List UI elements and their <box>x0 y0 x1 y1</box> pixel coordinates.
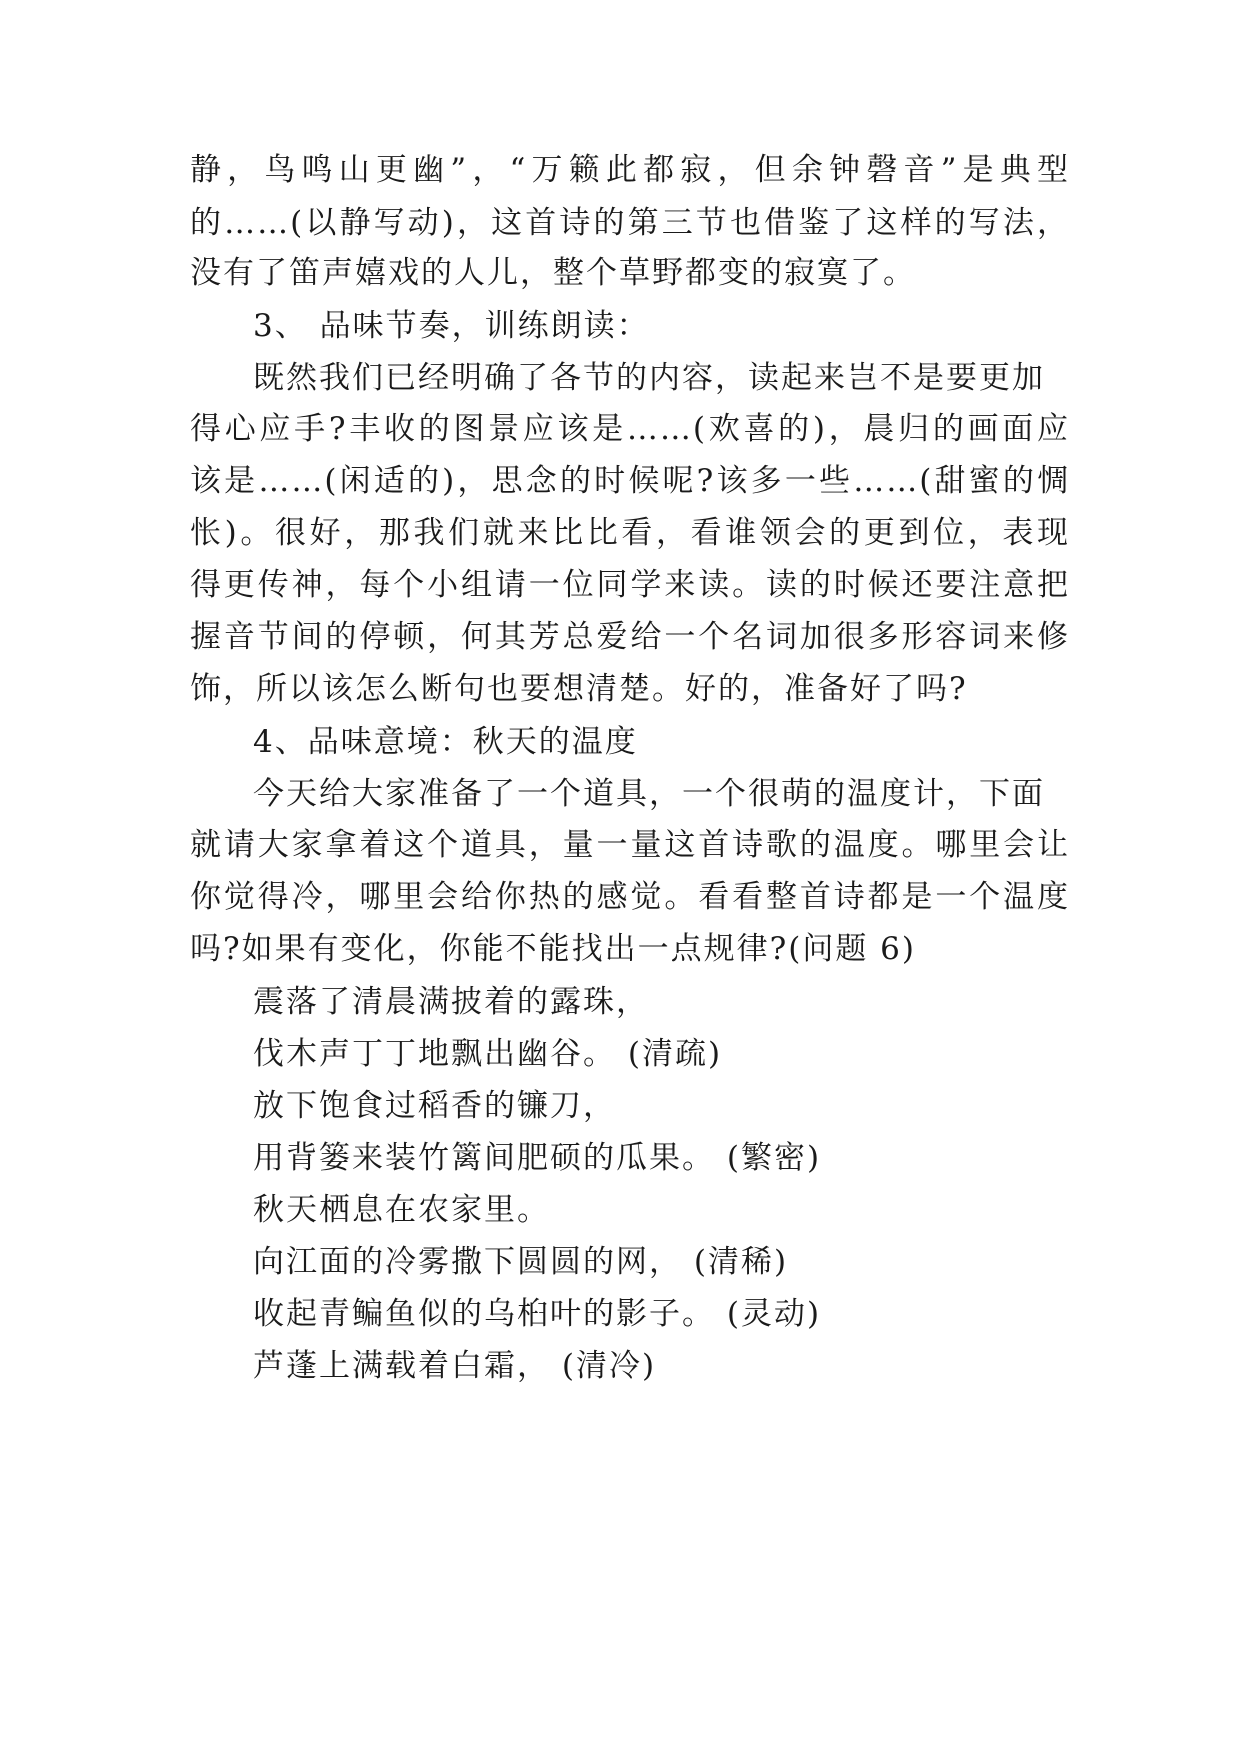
paragraph-line: 握音节间的停顿，何其芳总爱给一个名词加很多形容词来修 <box>190 619 1070 655</box>
paragraph-line: 静，鸟鸣山更幽”，“万籁此都寂，但余钟磬音”是典型 <box>190 152 1070 188</box>
section-heading: 4、品味意境：秋天的温度 <box>253 724 638 760</box>
section-heading: 3、 品味节奏，训练朗读： <box>253 308 650 344</box>
poem-line: 震落了清晨满披着的露珠， <box>253 984 649 1020</box>
poem-line: 收起青鳊鱼似的乌桕叶的影子。 (灵动) <box>253 1296 822 1332</box>
poem-line: 用背篓来装竹篱间肥硕的瓜果。 (繁密) <box>253 1140 822 1176</box>
poem-line: 向江面的冷雾撒下圆圆的网， (清稀) <box>253 1244 789 1280</box>
poem-line: 秋天栖息在农家里。 <box>253 1192 550 1228</box>
paragraph-line: 没有了笛声嬉戏的人儿，整个草野都变的寂寞了。 <box>190 255 916 291</box>
poem-line: 伐木声丁丁地飘出幽谷。 (清疏) <box>253 1036 723 1072</box>
paragraph-line: 得心应手?丰收的图景应该是……(欢喜的)，晨归的画面应 <box>190 411 1070 447</box>
paragraph-line: 得更传神，每个小组请一位同学来读。读的时候还要注意把 <box>190 567 1070 603</box>
paragraph-line: 吗?如果有变化，你能不能找出一点规律?(问题 6) <box>190 931 917 967</box>
paragraph-line: 你觉得冷，哪里会给你热的感觉。看看整首诗都是一个温度 <box>190 879 1070 915</box>
paragraph-line: 就请大家拿着这个道具，量一量这首诗歌的温度。哪里会让 <box>190 827 1070 863</box>
paragraph-line: 今天给大家准备了一个道具，一个很萌的温度计，下面 <box>253 776 1045 812</box>
paragraph-line: 既然我们已经明确了各节的内容，读起来岂不是要更加 <box>253 360 1045 396</box>
poem-line: 芦蓬上满载着白霜， (清冷) <box>253 1348 657 1384</box>
paragraph-line: 该是……(闲适的)，思念的时候呢?该多一些……(甜蜜的惆 <box>190 463 1070 499</box>
paragraph-line: 怅)。很好，那我们就来比比看，看谁领会的更到位，表现 <box>190 515 1070 551</box>
paragraph-line: 的……(以静写动)，这首诗的第三节也借鉴了这样的写法， <box>190 205 1070 241</box>
poem-line: 放下饱食过稻香的镰刀， <box>253 1088 616 1124</box>
paragraph-line: 饰，所以该怎么断句也要想清楚。好的，准备好了吗? <box>190 671 968 707</box>
